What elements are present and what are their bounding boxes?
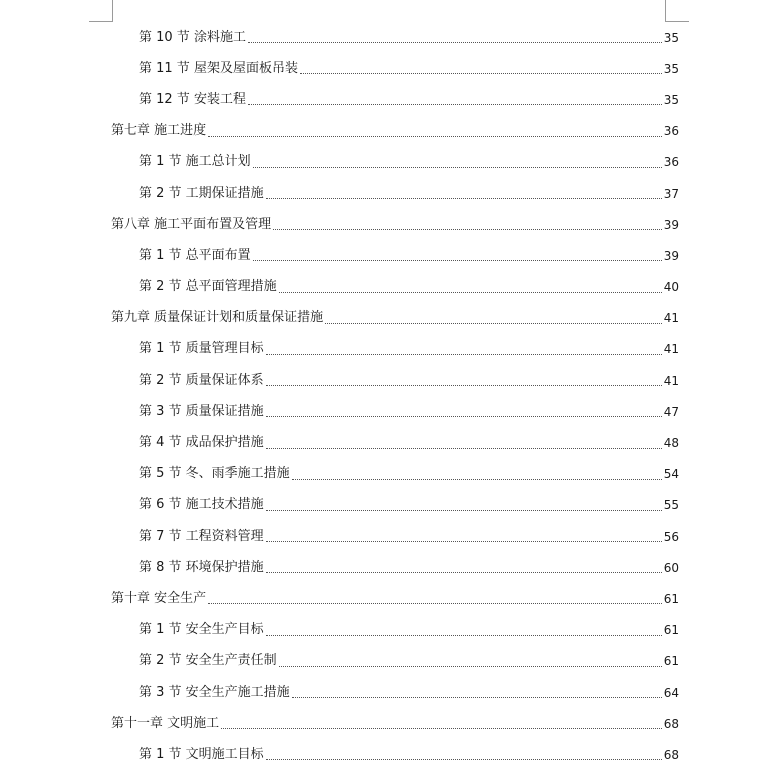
toc-entry-title: 第 2 节 安全生产责任制	[139, 653, 277, 669]
toc-entry-title: 第 7 节 工程资料管理	[139, 528, 264, 544]
toc-section-entry[interactable]	[0, 427, 781, 458]
toc-entry-page-number: 64	[663, 685, 679, 700]
toc-chapter-entry[interactable]	[0, 209, 781, 240]
toc-entry-title: 第 5 节 冬、雨季施工措施	[139, 466, 290, 482]
toc-section-entry[interactable]	[0, 334, 781, 365]
toc-entry-title: 第十章 安全生产	[111, 590, 207, 606]
toc-dot-leader	[273, 229, 662, 230]
toc-dot-leader	[279, 292, 662, 293]
toc-dot-leader	[253, 260, 662, 261]
toc-entry-title: 第 3 节 安全生产施工措施	[139, 684, 290, 700]
toc-entry-title: 第 12 节 安装工程	[139, 91, 246, 107]
toc-entry-page-number: 48	[663, 436, 679, 451]
toc-section-entry[interactable]	[0, 365, 781, 396]
toc-dot-leader	[266, 354, 662, 355]
toc-entry-page-number: 61	[663, 591, 679, 606]
table-of-contents	[0, 22, 781, 771]
toc-entry-page-number: 40	[663, 280, 679, 295]
margin-corner-mark-right	[665, 0, 689, 22]
toc-dot-leader	[266, 448, 662, 449]
toc-entry-title: 第九章 质量保证计划和质量保证措施	[111, 310, 324, 326]
toc-section-entry[interactable]	[0, 22, 781, 53]
toc-chapter-entry[interactable]	[0, 708, 781, 739]
toc-entry-title: 第 10 节 涂料施工	[139, 29, 246, 45]
toc-dot-leader	[208, 136, 662, 137]
toc-entry-page-number: 36	[663, 155, 679, 170]
toc-entry-page-number: 56	[663, 529, 679, 544]
toc-dot-leader	[279, 666, 662, 667]
toc-dot-leader	[248, 104, 662, 105]
toc-section-entry[interactable]	[0, 459, 781, 490]
toc-entry-page-number: 60	[663, 560, 679, 575]
toc-entry-title: 第 6 节 施工技术措施	[139, 497, 264, 513]
toc-entry-page-number: 35	[663, 61, 679, 76]
toc-entry-title: 第八章 施工平面布置及管理	[111, 216, 272, 232]
toc-entry-title: 第七章 施工进度	[111, 123, 207, 139]
toc-section-entry[interactable]	[0, 53, 781, 84]
toc-entry-title: 第 1 节 安全生产目标	[139, 622, 264, 638]
toc-entry-page-number: 35	[663, 30, 679, 45]
toc-entry-title: 第 2 节 总平面管理措施	[139, 279, 277, 295]
toc-entry-page-number: 47	[663, 404, 679, 419]
toc-entry-title: 第 3 节 质量保证措施	[139, 403, 264, 419]
toc-section-entry[interactable]	[0, 615, 781, 646]
toc-section-entry[interactable]	[0, 147, 781, 178]
toc-dot-leader	[208, 603, 662, 604]
toc-section-entry[interactable]	[0, 178, 781, 209]
toc-chapter-entry[interactable]	[0, 116, 781, 147]
toc-dot-leader	[325, 323, 662, 324]
toc-entry-page-number: 61	[663, 623, 679, 638]
toc-entry-title: 第 1 节 总平面布置	[139, 247, 251, 263]
toc-entry-page-number: 39	[663, 217, 679, 232]
toc-entry-title: 第 2 节 工期保证措施	[139, 185, 264, 201]
toc-section-entry[interactable]	[0, 84, 781, 115]
toc-entry-title: 第 1 节 质量管理目标	[139, 341, 264, 357]
toc-dot-leader	[300, 73, 662, 74]
toc-entry-page-number: 41	[663, 342, 679, 357]
toc-section-entry[interactable]	[0, 646, 781, 677]
toc-section-entry[interactable]	[0, 677, 781, 708]
toc-entry-page-number: 39	[663, 248, 679, 263]
toc-entry-page-number: 35	[663, 92, 679, 107]
toc-section-entry[interactable]	[0, 521, 781, 552]
toc-dot-leader	[266, 416, 662, 417]
toc-section-entry[interactable]	[0, 739, 781, 770]
toc-entry-page-number: 54	[663, 467, 679, 482]
toc-entry-title: 第 1 节 施工总计划	[139, 154, 251, 170]
toc-entry-title: 第 4 节 成品保护措施	[139, 435, 264, 451]
toc-entry-page-number: 55	[663, 498, 679, 513]
toc-entry-page-number: 37	[663, 186, 679, 201]
toc-entry-page-number: 36	[663, 124, 679, 139]
toc-entry-page-number: 41	[663, 311, 679, 326]
toc-section-entry[interactable]	[0, 552, 781, 583]
toc-entry-page-number: 68	[663, 716, 679, 731]
toc-entry-title: 第 11 节 屋架及屋面板吊装	[139, 60, 298, 76]
toc-dot-leader	[266, 635, 662, 636]
toc-chapter-entry[interactable]	[0, 583, 781, 614]
toc-entry-title: 第 2 节 质量保证体系	[139, 372, 264, 388]
toc-section-entry[interactable]	[0, 396, 781, 427]
toc-section-entry[interactable]	[0, 272, 781, 303]
toc-dot-leader	[266, 510, 662, 511]
toc-dot-leader	[248, 42, 662, 43]
toc-dot-leader	[266, 572, 662, 573]
toc-entry-title: 第 8 节 环境保护措施	[139, 559, 264, 575]
toc-dot-leader	[266, 541, 662, 542]
toc-dot-leader	[253, 167, 662, 168]
toc-entry-title: 第 1 节 文明施工目标	[139, 746, 264, 762]
toc-dot-leader	[266, 385, 662, 386]
margin-corner-mark-left	[89, 0, 113, 22]
toc-entry-title: 第十一章 文明施工	[111, 715, 220, 731]
toc-dot-leader	[266, 198, 662, 199]
toc-dot-leader	[292, 479, 662, 480]
toc-dot-leader	[266, 759, 662, 760]
toc-entry-page-number: 68	[663, 747, 679, 762]
toc-dot-leader	[292, 697, 662, 698]
toc-chapter-entry[interactable]	[0, 303, 781, 334]
toc-section-entry[interactable]	[0, 490, 781, 521]
toc-dot-leader	[221, 728, 662, 729]
toc-entry-page-number: 61	[663, 654, 679, 669]
toc-entry-page-number: 41	[663, 373, 679, 388]
toc-section-entry[interactable]	[0, 240, 781, 271]
